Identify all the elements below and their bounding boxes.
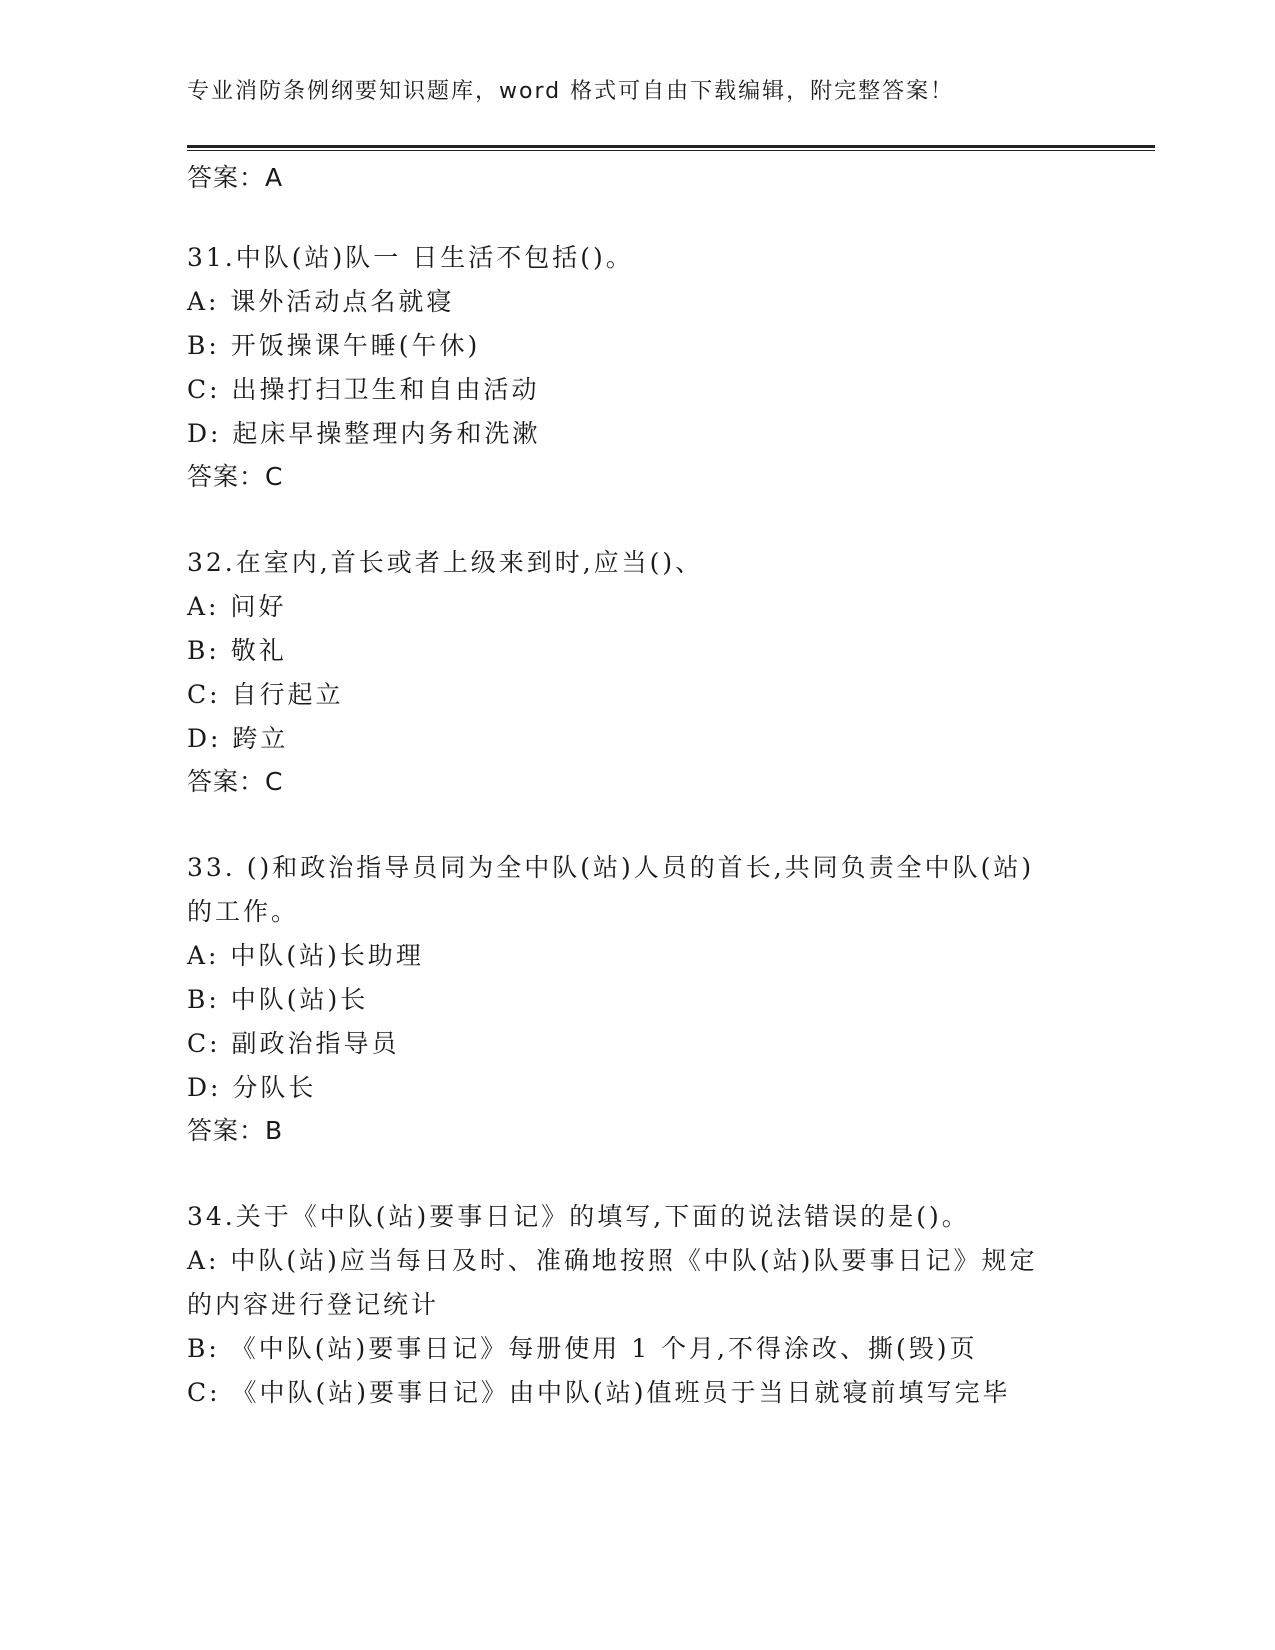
question-33: 33. ()和政治指导员同为全中队(站)人员的首长,共同负责全中队(站) [187,853,1035,882]
page-header: 专业消防条例纲要知识题库，word 格式可自由下载编辑，附完整答案！ [187,79,955,104]
q31-option-c: C: 出操打扫卫生和自由活动 [187,375,540,404]
q33-option-d: D: 分队长 [187,1073,317,1102]
question-32: 32.在室内,首长或者上级来到时,应当()、 [187,548,704,577]
q33-option-b: B: 中队(站)长 [187,985,369,1014]
header-rule-thin [187,150,1155,151]
q34-option-a-cont: 的内容进行登记统计 [187,1290,440,1319]
q32-option-b: B: 敬礼 [187,636,287,665]
q34-option-a: A: 中队(站)应当每日及时、准确地按照《中队(站)队要事日记》规定 [187,1246,1038,1275]
q33-option-a: A: 中队(站)长助理 [187,941,424,970]
q31-option-a: A: 课外活动点名就寝 [187,287,455,316]
answer-31: 答案：C [187,462,284,491]
question-33-cont: 的工作。 [187,897,300,926]
q32-option-c: C: 自行起立 [187,680,344,709]
q32-option-a: A: 问好 [187,592,287,621]
question-34: 34.关于《中队(站)要事日记》的填写,下面的说法错误的是()。 [187,1202,970,1231]
q31-option-d: D: 起床早操整理内务和洗漱 [187,419,541,448]
answer-30: 答案：A [187,163,284,192]
q32-option-d: D: 跨立 [187,724,289,753]
q34-option-c: C: 《中队(站)要事日记》由中队(站)值班员于当日就寝前填写完毕 [187,1378,1011,1407]
answer-32: 答案：C [187,767,284,796]
question-31: 31.中队(站)队一 日生活不包括()。 [187,243,634,272]
header-rule-thick [187,145,1155,148]
q31-option-b: B: 开饭操课午睡(午休) [187,331,481,360]
q33-option-c: C: 副政治指导员 [187,1029,400,1058]
q34-option-b: B: 《中队(站)要事日记》每册使用 1 个月,不得涂改、撕(毁)页 [187,1334,978,1363]
answer-33: 答案：B [187,1116,284,1145]
